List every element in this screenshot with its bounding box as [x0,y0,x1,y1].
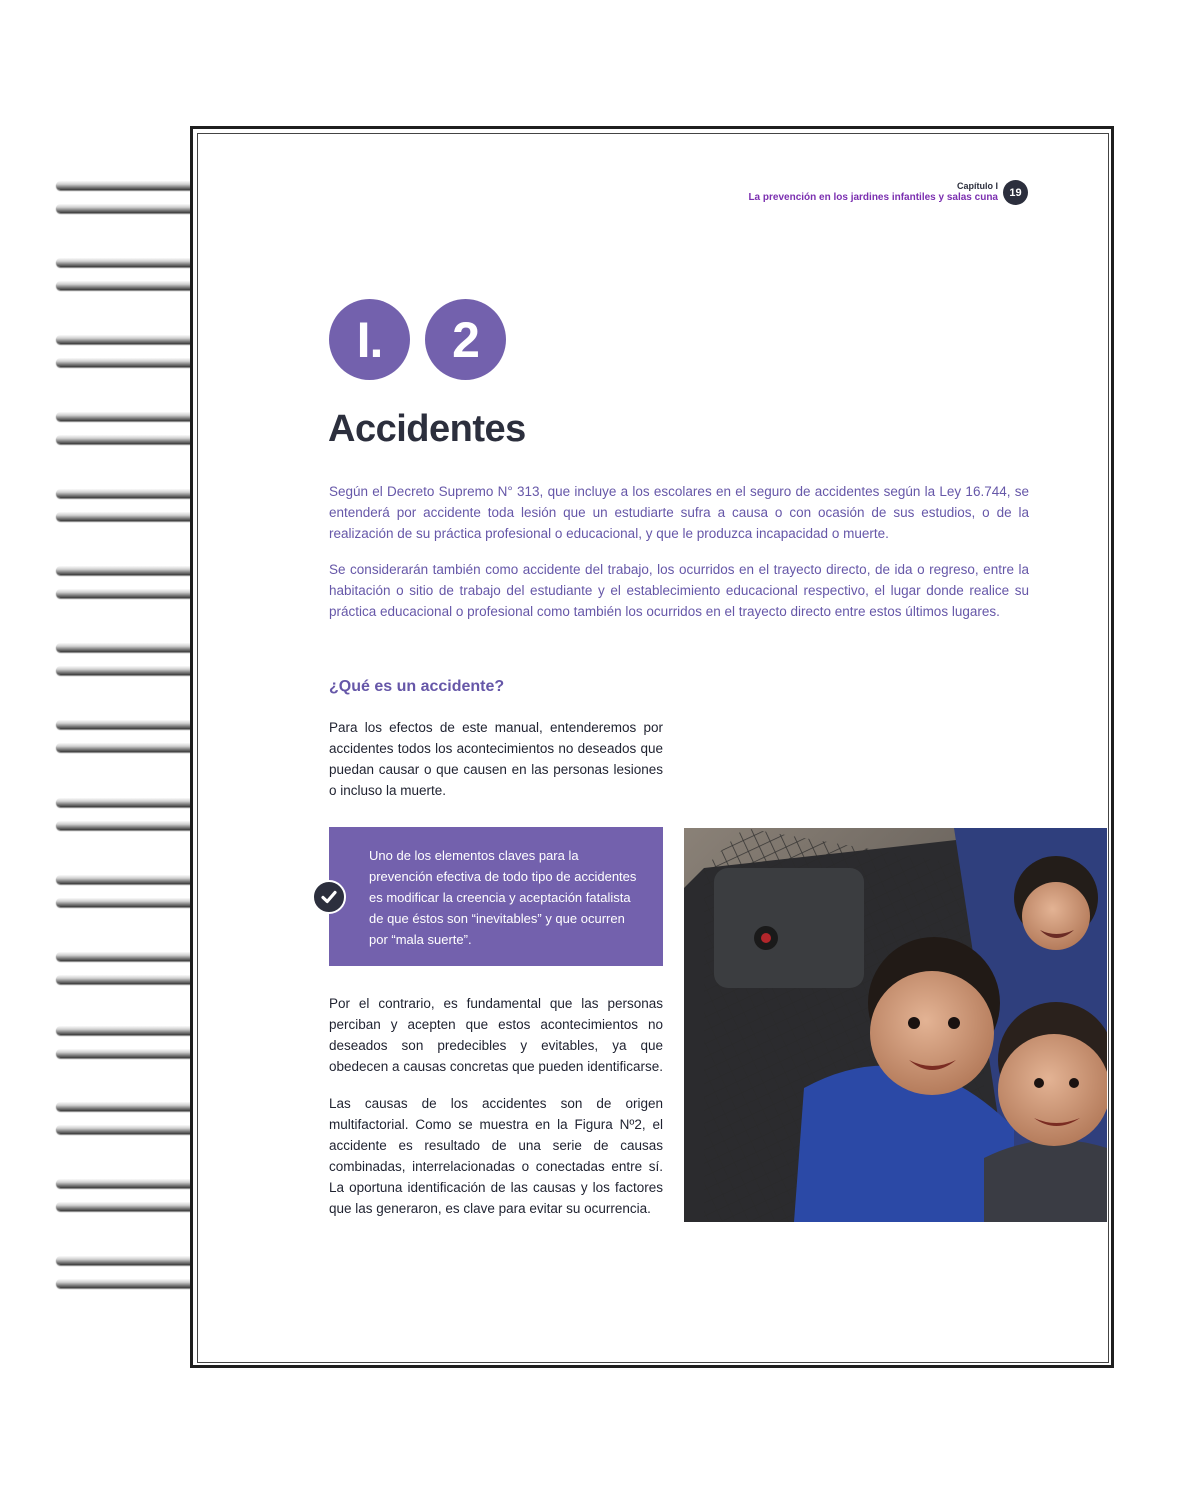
page-number: 19 [1003,180,1028,205]
chapter-subtitle: La prevención en los jardines infantiles y salas cuna [748,192,998,203]
callout-text: Uno de los elementos claves para la prevención efectiva de todo tipo de accidentes es modificar la creencia y aceptación fatalista de que éstos son “inevitables” y que ocurren por “mala suerte”. [369,848,637,947]
children-photo [684,828,1107,1222]
intro-paragraph-2: Se considerarán también como accidente del trabajo, los ocurridos en el trayecto directo, de ida o regreso, entre la habitación o sitio de trabajo del estudiante y el establecimiento educacional respectivo, el lugar donde realice su práctica educacional o profesional como también los ocurridos en el trayecto directo entre estos últimos lugares. [329,562,1029,619]
checkmark-icon [312,880,346,914]
running-header [748,181,998,204]
intro-paragraph-1: Según el Decreto Supremo N° 313, que incluye a los escolares en el seguro de accidentes según la Ley 16.744, se entenderá por accidente toda lesión que un estudiarte sufra a causa o con ocasión de sus estudios, o de la realización de su práctica profesional o educacional, y que le produzca incapacidad o muerte. [329,484,1029,541]
body-paragraph-2: Las causas de los accidentes son de origen multifactorial. Como se muestra en la Figura Nº2, el accidente es resultado de una serie de causas combinadas, interrelacionadas o conectadas entre sí. La oportuna identificación de las causas y los factores que las generaron, es clave para evitar su ocurrencia. [329,1096,663,1216]
body-paragraph-1: Por el contrario, es fundamental que las personas perciban y acepten que estos acontecimientos no deseados son predecibles y evitables, ya que obedecen a causas concretas que pueden identificarse. [329,996,663,1074]
chapter-label: Capítulo I [957,181,998,191]
section-number-arabic: 2 [425,299,506,380]
section-subheading: ¿Qué es un accidente? [329,678,505,695]
definition-paragraph: Para los efectos de este manual, entenderemos por accidentes todos los acontecimientos no deseados que puedan causar o que causen en las personas lesiones o incluso la muerte. [329,720,663,798]
section-number-roman: I. [329,299,410,380]
callout-box [329,827,663,966]
page-title: Accidentes [328,408,526,450]
